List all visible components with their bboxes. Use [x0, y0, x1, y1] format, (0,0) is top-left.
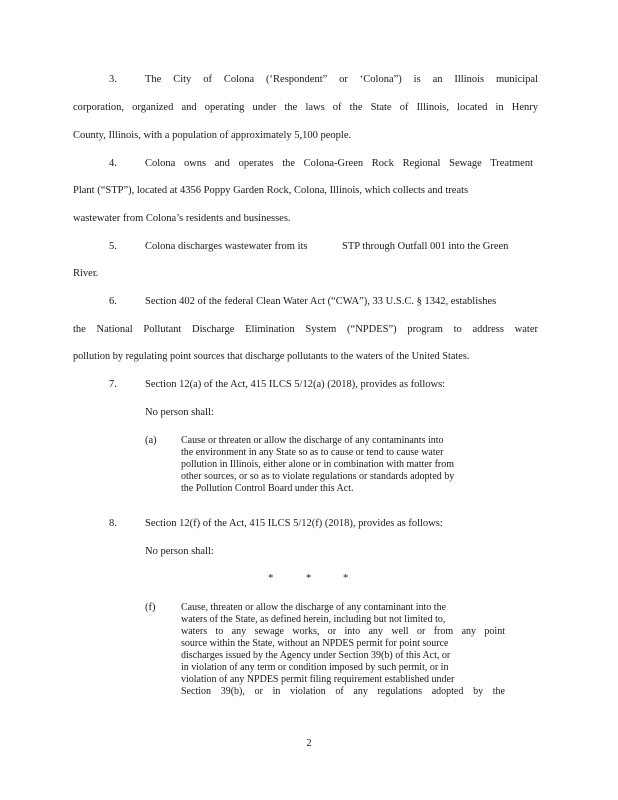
paragraph-5-number: 5.	[109, 241, 117, 252]
page-number: 2	[306, 738, 312, 749]
paragraph-3-line-1: The City of Colona (‘Respondent” or ‘Colona”) is an Illinois municipal	[145, 74, 538, 85]
paragraph-6-line-2: the National Pollutant Discharge Elimination System (“NPDES”) program to address water	[73, 324, 538, 335]
paragraph-8-intro: Section 12(f) of the Act, 415 ILCS 5/12(f) (2018), provides as follows:	[145, 518, 443, 529]
paragraph-8-quote-line-7: violation of any NPDES permit filing requirement established under	[181, 674, 455, 685]
ellipsis-star-1: *	[268, 573, 274, 584]
paragraph-5-text-b: STP through Outfall 001 into the Green	[342, 241, 509, 252]
paragraph-7-quote-line-5: the Pollution Control Board under this Act.	[181, 483, 354, 494]
ellipsis-star-3: *	[343, 573, 349, 584]
paragraph-7-number: 7.	[109, 379, 117, 390]
paragraph-7-no-person: No person shall:	[145, 407, 214, 418]
paragraph-8-quote-line-6: in violation of any term or condition imposed by such permit, or in	[181, 662, 449, 673]
paragraph-8-quote-line-5: discharges issued by the Agency under Section 39(b) of this Act, or	[181, 650, 451, 661]
paragraph-3-number: 3.	[109, 74, 117, 85]
paragraph-7-intro: Section 12(a) of the Act, 415 ILCS 5/12(a) (2018), provides as follows:	[145, 379, 446, 390]
paragraph-3-line-2: corporation, organized and operating under the laws of the State of Illinois, located in Henry	[73, 102, 538, 113]
ellipsis-star-2: *	[306, 573, 312, 584]
paragraph-7-quote-line-3: pollution in Illinois, either alone or in combination with matter from	[181, 459, 455, 470]
paragraph-3-line-3: County, Illinois, with a population of approximately 5,100 people.	[73, 130, 352, 141]
paragraph-8-item-label: (f)	[145, 602, 156, 613]
paragraph-7-quote-line-4: other sources, or so as to violate regulations or standards adopted by	[181, 471, 455, 482]
paragraph-4-line-1: Colona owns and operates the Colona-Green Rock Regional Sewage Treatment	[145, 158, 533, 169]
paragraph-8-number: 8.	[109, 518, 117, 529]
paragraph-8-no-person: No person shall:	[145, 546, 214, 557]
paragraph-8-quote-line-8: Section 39(b), or in violation of any regulations adopted by the	[181, 686, 505, 697]
paragraph-4-line-2: Plant (“STP”), located at 4356 Poppy Garden Rock, Colona, Illinois, which collects and treats	[73, 185, 469, 196]
paragraph-7-quote-line-2: the environment in any State so as to cause or tend to cause water	[181, 447, 444, 458]
paragraph-6-number: 6.	[109, 296, 117, 307]
paragraph-8-quote-line-2: waters of the State, as defined herein, including but not limited to,	[181, 614, 446, 625]
paragraph-5-text-a: Colona discharges wastewater from its	[145, 241, 308, 252]
paragraph-7-quote-line-1: Cause or threaten or allow the discharge of any contaminants into	[181, 435, 444, 446]
paragraph-4-line-3: wastewater from Colona’s residents and businesses.	[73, 213, 291, 224]
paragraph-5-text-c: River.	[73, 268, 99, 279]
paragraph-6-line-3: pollution by regulating point sources that discharge pollutants to the waters of the United States.	[73, 351, 470, 362]
paragraph-8-quote-line-3: waters to any sewage works, or into any well or from any point	[181, 626, 505, 637]
paragraph-4-number: 4.	[109, 158, 117, 169]
paragraph-7-item-label: (a)	[145, 435, 157, 446]
paragraph-8-quote-line-1: Cause, threaten or allow the discharge of any contaminant into the	[181, 602, 447, 613]
paragraph-6-line-1: Section 402 of the federal Clean Water Act (“CWA”), 33 U.S.C. § 1342, establishes	[145, 296, 497, 307]
paragraph-8-quote-line-4: source within the State, without an NPDES permit for point source	[181, 638, 449, 649]
